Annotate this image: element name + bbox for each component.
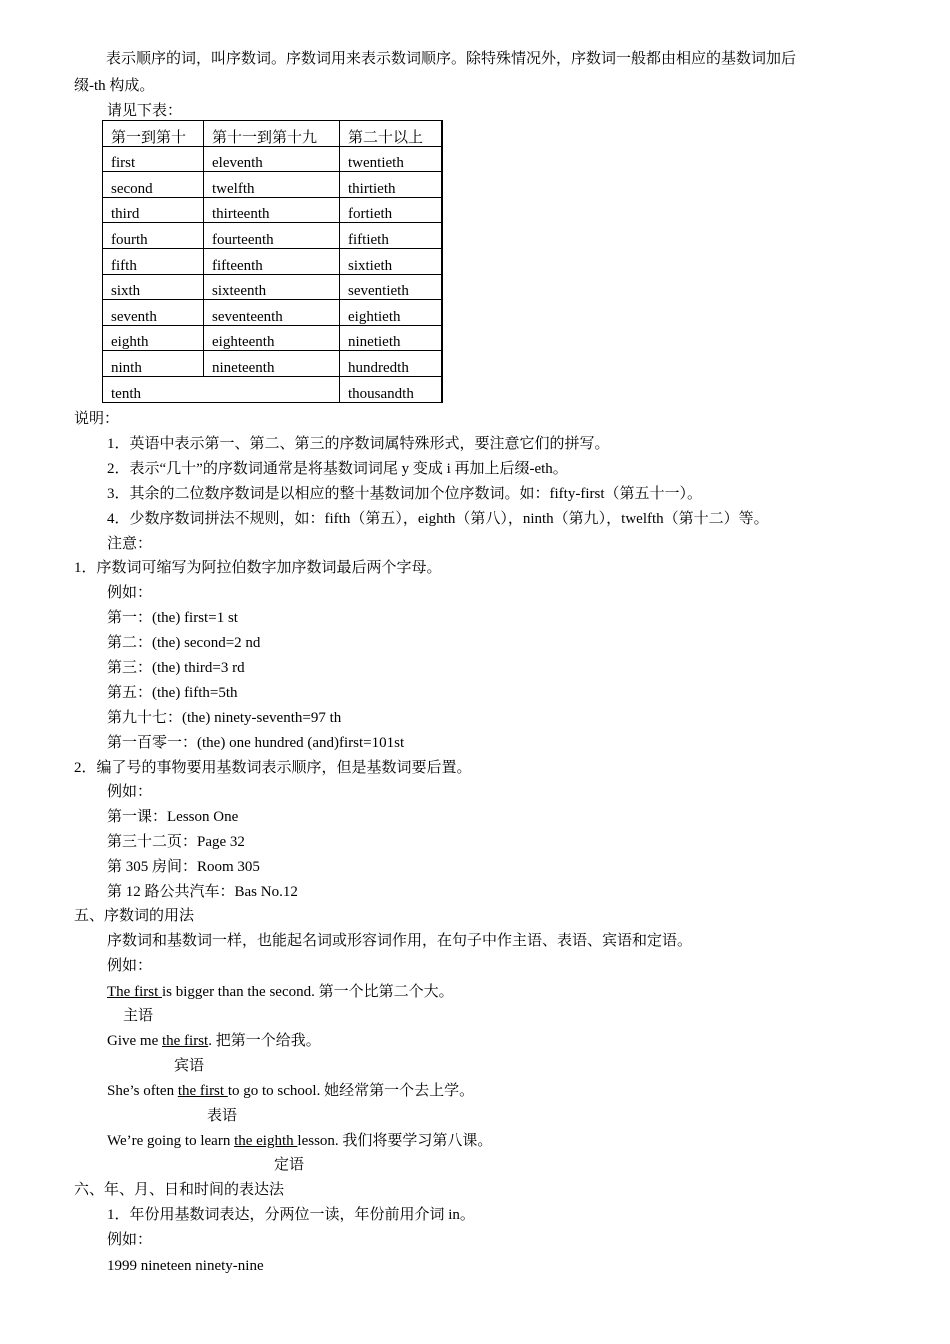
table-cell: thirtieth	[340, 172, 443, 198]
table-cell: thousandth	[340, 376, 443, 402]
table-cell: sixtieth	[340, 248, 443, 274]
example-sentence-predicative: She’s often the first to go to school. 她经常第一个去上学。	[107, 1083, 475, 1099]
role-label-object: 宾语	[174, 1058, 205, 1074]
rule1-example: 第二：(the) second=2 nd	[107, 635, 261, 651]
table-row	[103, 146, 443, 172]
table-cell: fourteenth	[204, 223, 340, 249]
table-cell: fifth	[103, 248, 204, 274]
table-cell: sixteenth	[204, 274, 340, 300]
example-sentence-subject: The first is bigger than the second. 第一个比第二个大。	[107, 984, 454, 1000]
table-row	[103, 248, 443, 274]
attention-label: 注意：	[107, 536, 153, 552]
table-cell: eighteenth	[204, 325, 340, 351]
intro-line-2: 缀-th 构成。	[74, 78, 155, 94]
section6-title: 六、年、月、日和时间的表达法	[74, 1182, 285, 1198]
table-cell: first	[103, 146, 204, 172]
rule1-example: 第一：(the) first=1 st	[107, 610, 238, 626]
rule2-title: 2．编了号的事物要用基数词表示顺序，但是基数词要后置。	[74, 760, 472, 776]
intro-line-1: 表示顺序的词，叫序数词。序数词用来表示数词顺序。除特殊情况外，序数词一般都由相应的基数词加后	[106, 51, 797, 67]
role-label-attributive: 定语	[274, 1157, 305, 1173]
table-row	[103, 325, 443, 351]
table-row	[103, 274, 443, 300]
rule1-example: 第一百零一：(the) one hundred (and)first=101st	[107, 735, 405, 751]
table-cell: ninetieth	[340, 325, 443, 351]
note-item: 1．英语中表示第一、第二、第三的序数词属特殊形式，要注意它们的拼写。	[107, 436, 610, 452]
table-header-row	[103, 121, 443, 147]
see-table-text: 请见下表：	[107, 103, 183, 119]
table-cell: sixth	[103, 274, 204, 300]
table-cell: third	[103, 197, 204, 223]
table-cell: twelfth	[204, 172, 340, 198]
table-cell: nineteenth	[204, 351, 340, 377]
section6-example: 1999 nineteen ninety-nine	[107, 1258, 264, 1274]
note-item: 3．其余的二位数序数词是以相应的整十基数词加个位序数词。如：fifty-first（第五十一）。	[107, 486, 702, 502]
table-row	[103, 351, 443, 377]
table-cell: seventh	[103, 300, 204, 326]
note-item: 2．表示“几十”的序数词通常是将基数词词尾 y 变成 i 再加上后缀-eth。	[107, 461, 568, 477]
note-item: 4．少数序数词拼法不规则，如：fifth（第五），eighth（第八），ninth（第九），twelfth（第十二）等。	[107, 511, 769, 527]
underlined-phrase: the first	[161, 1033, 209, 1049]
intro-paragraph	[74, 47, 886, 72]
table-cell: seventieth	[340, 274, 443, 300]
ordinal-table	[102, 120, 443, 403]
rule1-example: 第三：(the) third=3 rd	[107, 660, 245, 676]
section6-eg-label: 例如：	[107, 1232, 153, 1248]
underlined-phrase: the first	[177, 1083, 228, 1099]
rule2-eg-label: 例如：	[107, 784, 153, 800]
section5-desc: 序数词和基数词一样，也能起名词或形容词作用，在句子中作主语、表语、宾语和定语。	[107, 933, 693, 949]
section5-title: 五、序数词的用法	[74, 908, 195, 924]
rule1-example: 第五：(the) fifth=5th	[107, 685, 238, 701]
rule2-example: 第一课：Lesson One	[107, 809, 239, 825]
role-label-predicative: 表语	[207, 1108, 238, 1124]
section6-item: 1．年份用基数词表达，分两位一读，年份前用介词 in。	[107, 1207, 475, 1223]
table-row	[103, 223, 443, 249]
table-header-cell: 第十一到第十九	[204, 121, 340, 147]
underlined-phrase: the eighth	[234, 1133, 298, 1149]
table-cell: seventeenth	[204, 300, 340, 326]
table-cell: eleventh	[204, 146, 340, 172]
rule2-example: 第 305 房间：Room 305	[107, 859, 260, 875]
table-cell: tenth	[103, 376, 340, 402]
table-cell: fourth	[103, 223, 204, 249]
example-sentence-attributive: We’re going to learn the eighth lesson. 我们将要学习第八课。	[107, 1133, 493, 1149]
role-label-subject: 主语	[123, 1008, 154, 1024]
table-header-cell: 第一到第十	[103, 121, 204, 147]
notes-heading: 说明：	[74, 411, 120, 427]
rule1-eg-label: 例如：	[107, 585, 153, 601]
rule2-example: 第 12 路公共汽车：Bas No.12	[107, 884, 298, 900]
table-cell: thirteenth	[204, 197, 340, 223]
rule1-title: 1．序数词可缩写为阿拉伯数字加序数词最后两个字母。	[74, 560, 442, 576]
table-cell: fiftieth	[340, 223, 443, 249]
table-cell: eightieth	[340, 300, 443, 326]
table-cell: hundredth	[340, 351, 443, 377]
table-cell: ninth	[103, 351, 204, 377]
table-cell: eighth	[103, 325, 204, 351]
example-sentence-object: Give me the first. 把第一个给我。	[107, 1033, 321, 1049]
table-cell: fifteenth	[204, 248, 340, 274]
underlined-phrase: The first	[107, 984, 162, 1000]
table-row	[103, 197, 443, 223]
rule2-example: 第三十二页：Page 32	[107, 834, 245, 850]
table-row	[103, 300, 443, 326]
section5-eg-label: 例如：	[107, 958, 153, 974]
table-cell: second	[103, 172, 204, 198]
rule1-example: 第九十七：(the) ninety-seventh=97 th	[107, 710, 342, 726]
table-cell: twentieth	[340, 146, 443, 172]
table-row	[103, 172, 443, 198]
table-header-cell: 第二十以上	[340, 121, 443, 147]
table-row	[103, 376, 443, 402]
table-cell: fortieth	[340, 197, 443, 223]
